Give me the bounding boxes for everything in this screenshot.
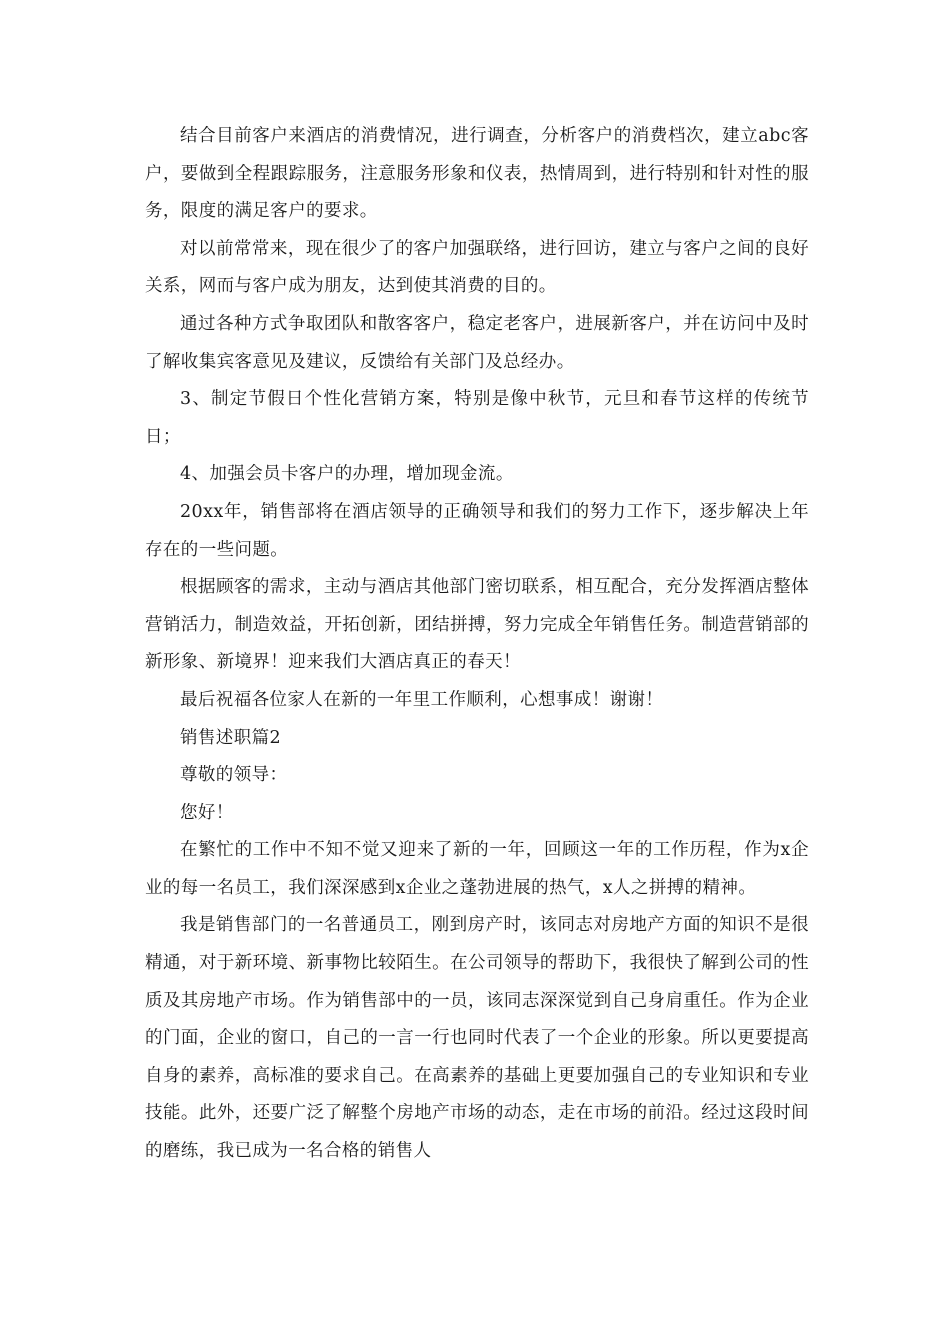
document-body <box>145 118 809 1171</box>
section-heading: 销售述职篇2 <box>180 727 282 748</box>
paragraph-member-card: 4、加强会员卡客户的办理，增加现金流。 <box>180 464 514 485</box>
paragraph-holiday-plan: 3、制定节假日个性化营销方案，特别是像中秋节，元旦和春节这样的传统节日； <box>145 389 809 447</box>
paragraph-self-introduction: 我是销售部门的一名普通员工，刚到房产时，该同志对房地产方面的知识不是很精通，对于新环境、新事物比较陌生。在公司领导的帮助下，我很快了解到公司的性质及其房地产市场。作为销售部中的一员，该同志深深觉到自己身肩重任。作为企业的门面，企业的窗口，自己的一言一行也同时代表了一个企业的形象。所以更要提高自身的素养，高标准的要求自己。在高素养的基础上更要加强自己的专业知识和专业技能。此外，还要广泛了解整个房地产市场的动态，走在市场的前沿。经过这段时间的磨练，我已成为一名合格的销售人 <box>145 915 809 1162</box>
paragraph-closing-wishes: 最后祝福各位家人在新的一年里工作顺利，心想事成！谢谢！ <box>180 689 664 710</box>
paragraph-customer-survey: 结合目前客户来酒店的消费情况，进行调查，分析客户的消费档次，建立abc客户，要做到全程跟踪服务，注意服务形象和仪表，热情周到，进行特别和针对性的服务，限度的满足客户的要求。 <box>145 126 809 222</box>
paragraph-year-plan: 20xx年，销售部将在酒店领导的正确领导和我们的努力工作下，逐步解决上年存在的一些问题。 <box>145 501 809 560</box>
paragraph-cooperation: 根据顾客的需求，主动与酒店其他部门密切联系，相互配合，充分发挥酒店整体营销活力，制造效益，开拓创新，团结拼搏，努力完成全年销售任务。制造营销部的新形象、新境界！迎来我们大酒店真正的春天！ <box>145 577 809 673</box>
salutation: 尊敬的领导： <box>180 765 288 786</box>
paragraph-year-review: 在繁忙的工作中不知不觉又迎来了新的一年，回顾这一年的工作历程，作为x企业的每一名员工，我们深深感到x企业之蓬勃进展的热气，x人之拼搏的精神。 <box>145 840 809 898</box>
paragraph-customer-followup: 对以前常常来，现在很少了的客户加强联络，进行回访，建立与客户之间的良好关系，网而与客户成为朋友，达到使其消费的目的。 <box>145 238 809 297</box>
paragraph-new-customers: 通过各种方式争取团队和散客客户，稳定老客户，进展新客户，并在访问中及时了解收集宾客意见及建议，反馈给有关部门及总经办。 <box>145 313 809 372</box>
greeting: 您好！ <box>180 802 234 823</box>
